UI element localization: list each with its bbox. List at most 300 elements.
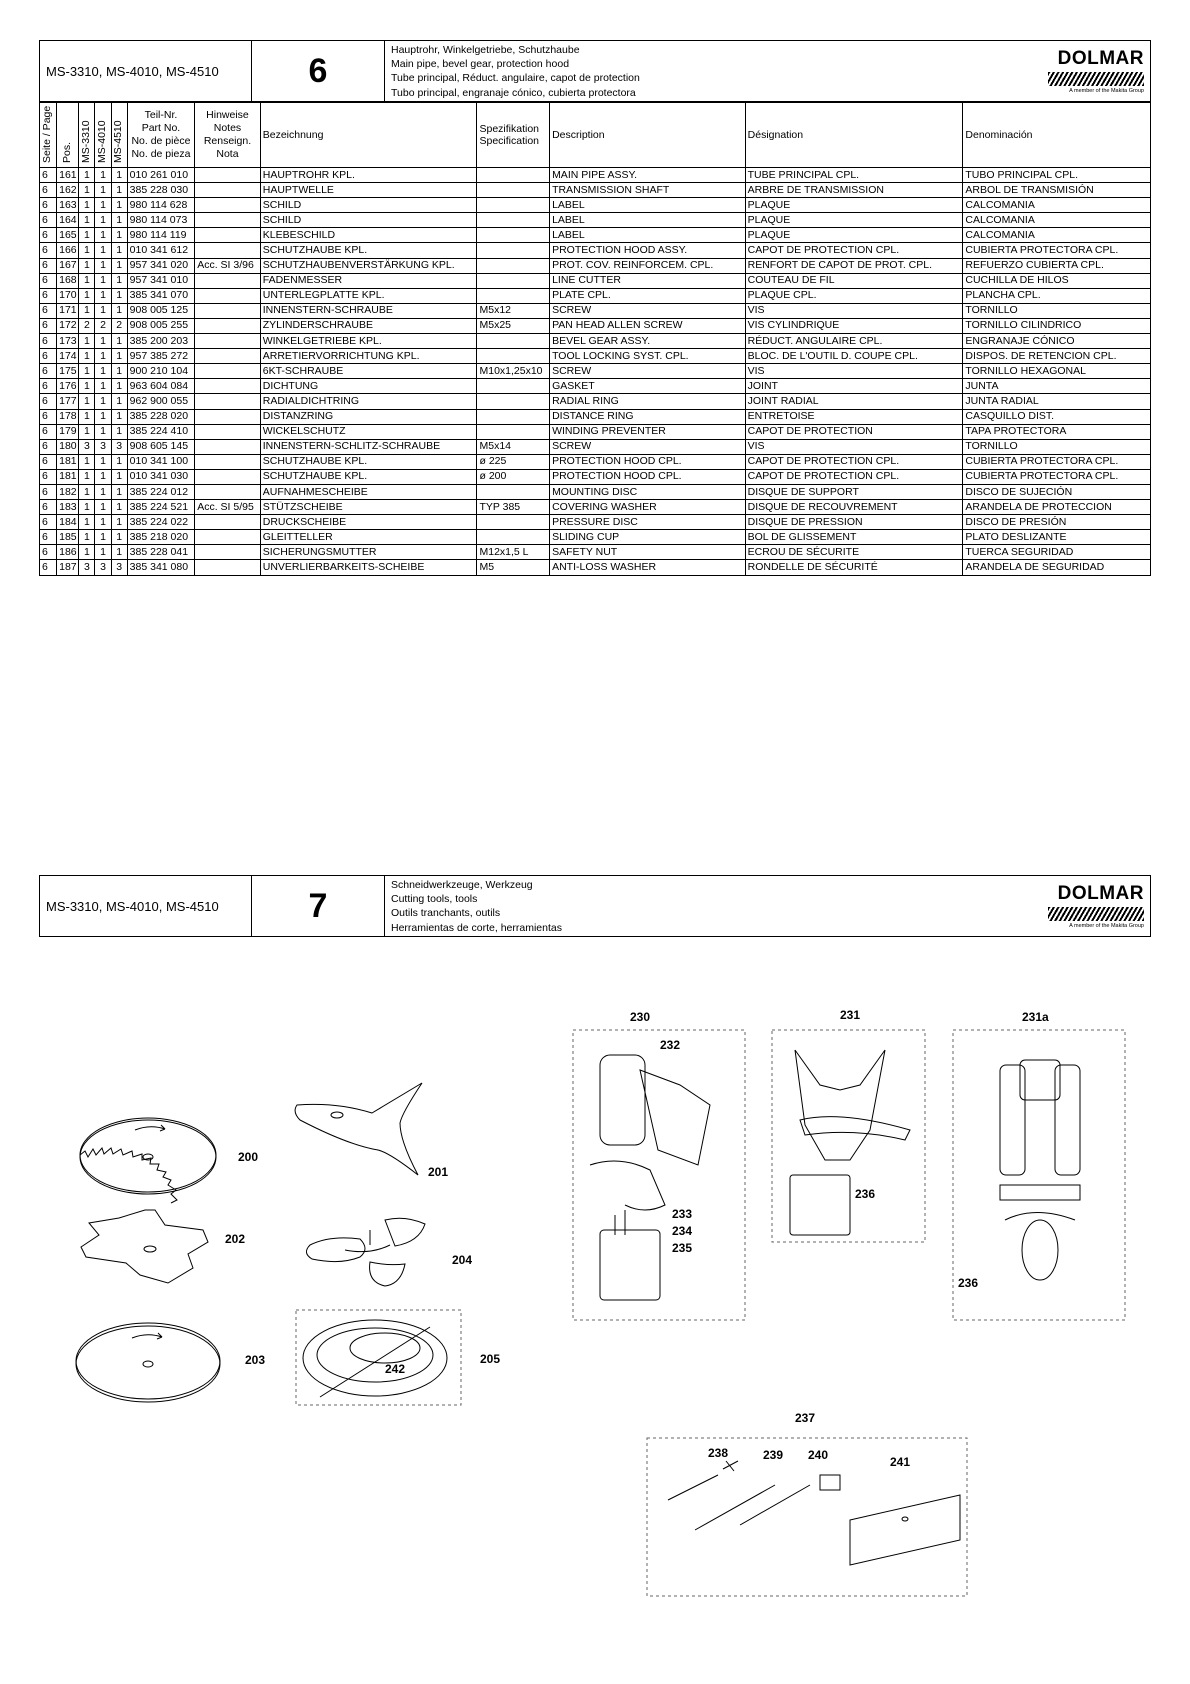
cell-ms3310-qty: 1 <box>79 545 95 560</box>
cell-page: 6 <box>40 349 57 364</box>
cell-notes <box>195 379 261 394</box>
four-tooth-blade-drawing <box>81 1210 208 1283</box>
cell-spec <box>477 258 550 273</box>
cell-ms4010-qty: 3 <box>95 439 111 454</box>
cell-part-no: 385 224 022 <box>127 515 195 530</box>
cell-ms3310-qty: 1 <box>79 379 95 394</box>
cell-ms4510-qty: 1 <box>111 349 127 364</box>
cell-denominacion: DISCO DE PRESIÓN <box>963 515 1151 530</box>
cell-denominacion: CASQUILLO DIST. <box>963 409 1151 424</box>
cell-page: 6 <box>40 394 57 409</box>
cell-ms4010-qty: 1 <box>95 409 111 424</box>
line-head-drawing <box>306 1218 425 1286</box>
cell-ms4510-qty: 1 <box>111 500 127 515</box>
cell-ms4510-qty: 2 <box>111 318 127 333</box>
cell-ms4510-qty: 1 <box>111 545 127 560</box>
callout-205: 205 <box>480 1352 501 1366</box>
cell-notes <box>195 273 261 288</box>
cell-spec <box>477 484 550 499</box>
cell-notes <box>195 424 261 439</box>
cell-page: 6 <box>40 288 57 303</box>
models-label: MS-3310, MS-4010, MS-4510 <box>40 41 252 101</box>
cell-designation: CAPOT DE PROTECTION <box>745 424 963 439</box>
cell-part-no: 980 114 119 <box>127 228 195 243</box>
cell-ms3310-qty: 1 <box>79 364 95 379</box>
table-body <box>40 168 1151 576</box>
cell-designation: VIS CYLINDRIQUE <box>745 318 963 333</box>
cell-denominacion: ARANDELA DE PROTECCION <box>963 500 1151 515</box>
models-label: MS-3310, MS-4010, MS-4510 <box>40 876 252 936</box>
cell-pos: 180 <box>57 439 79 454</box>
cell-pos: 186 <box>57 545 79 560</box>
cell-pos: 181 <box>57 469 79 484</box>
callout-236: 236 <box>855 1187 876 1201</box>
cell-page: 6 <box>40 530 57 545</box>
tool-kit-drawing <box>668 1461 960 1565</box>
cell-part-no: 385 341 080 <box>127 560 195 575</box>
cell-page: 6 <box>40 500 57 515</box>
cell-denominacion: TUERCA SEGURIDAD <box>963 545 1151 560</box>
cell-ms4510-qty: 1 <box>111 183 127 198</box>
cell-ms4010-qty: 1 <box>95 198 111 213</box>
cell-page: 6 <box>40 515 57 530</box>
cell-spec <box>477 273 550 288</box>
cell-spec <box>477 334 550 349</box>
cell-pos: 162 <box>57 183 79 198</box>
table-row <box>40 545 1151 560</box>
callout-240: 240 <box>808 1448 829 1462</box>
table-row <box>40 439 1151 454</box>
cell-part-no: 385 224 521 <box>127 500 195 515</box>
cell-spec <box>477 379 550 394</box>
cell-denominacion: ENGRANAJE CÓNICO <box>963 334 1151 349</box>
cell-ms4010-qty: 1 <box>95 243 111 258</box>
cell-ms4010-qty: 1 <box>95 364 111 379</box>
cell-description: COVERING WASHER <box>550 500 746 515</box>
cell-pos: 161 <box>57 168 79 183</box>
cell-notes <box>195 515 261 530</box>
cell-ms4510-qty: 3 <box>111 560 127 575</box>
table-row <box>40 560 1151 575</box>
cell-pos: 164 <box>57 213 79 228</box>
cell-spec: M5x12 <box>477 303 550 318</box>
cell-page: 6 <box>40 243 57 258</box>
cell-designation: JOINT <box>745 379 963 394</box>
cell-designation: RÉDUCT. ANGULAIRE CPL. <box>745 334 963 349</box>
table-row <box>40 213 1151 228</box>
cell-ms4010-qty: 1 <box>95 258 111 273</box>
cell-notes <box>195 198 261 213</box>
cell-denominacion: REFUERZO CUBIERTA CPL. <box>963 258 1151 273</box>
cell-spec <box>477 394 550 409</box>
cell-designation: COUTEAU DE FIL <box>745 273 963 288</box>
cell-page: 6 <box>40 228 57 243</box>
cell-denominacion: CUCHILLA DE HILOS <box>963 273 1151 288</box>
cell-bezeichnung: DRUCKSCHEIBE <box>260 515 477 530</box>
table-row <box>40 364 1151 379</box>
table-row <box>40 409 1151 424</box>
cell-denominacion: CUBIERTA PROTECTORA CPL. <box>963 469 1151 484</box>
cell-ms4510-qty: 1 <box>111 409 127 424</box>
cell-ms4510-qty: 1 <box>111 424 127 439</box>
header-denominacion: Denominación <box>963 103 1151 168</box>
cell-notes <box>195 439 261 454</box>
cell-designation: PLAQUE <box>745 228 963 243</box>
cell-bezeichnung: GLEITTELLER <box>260 530 477 545</box>
cell-denominacion: ARBOL DE TRANSMISIÓN <box>963 183 1151 198</box>
callout-237: 237 <box>795 1411 816 1425</box>
cell-bezeichnung: SCHILD <box>260 198 477 213</box>
cell-pos: 181 <box>57 454 79 469</box>
dolmar-logo <box>1032 876 1150 936</box>
cell-pos: 167 <box>57 258 79 273</box>
callout-231: 231 <box>840 1008 861 1022</box>
brand-note: A member of the Makita Group <box>1069 88 1144 94</box>
cell-ms3310-qty: 1 <box>79 168 95 183</box>
cell-ms3310-qty: 1 <box>79 303 95 318</box>
cell-bezeichnung: UNTERLEGPLATTE KPL. <box>260 288 477 303</box>
cell-description: DISTANCE RING <box>550 409 746 424</box>
cell-page: 6 <box>40 183 57 198</box>
cell-ms4510-qty: 1 <box>111 168 127 183</box>
cell-bezeichnung: SCHUTZHAUBE KPL. <box>260 454 477 469</box>
cell-ms4510-qty: 1 <box>111 379 127 394</box>
cell-bezeichnung: KLEBESCHILD <box>260 228 477 243</box>
cell-pos: 184 <box>57 515 79 530</box>
title-en: Main pipe, bevel gear, protection hood <box>391 58 570 71</box>
cell-ms4010-qty: 1 <box>95 213 111 228</box>
cell-description: GASKET <box>550 379 746 394</box>
cell-ms4010-qty: 1 <box>95 515 111 530</box>
cell-notes <box>195 168 261 183</box>
cell-notes <box>195 394 261 409</box>
header-ms4510: MS-4510 <box>111 103 127 168</box>
title-es: Herramientas de corte, herramientas <box>391 921 562 934</box>
callout-231a: 231a <box>1022 1010 1049 1024</box>
cell-pos: 187 <box>57 560 79 575</box>
table-row <box>40 288 1151 303</box>
callout-201: 201 <box>428 1165 449 1179</box>
cell-page: 6 <box>40 303 57 318</box>
cell-pos: 179 <box>57 424 79 439</box>
cell-pos: 166 <box>57 243 79 258</box>
cell-denominacion: TUBO PRINCIPAL CPL. <box>963 168 1151 183</box>
cell-ms3310-qty: 1 <box>79 530 95 545</box>
title-es: Tubo principal, engranaje cónico, cubierta protectora <box>391 86 636 99</box>
cell-bezeichnung: WINKELGETRIEBE KPL. <box>260 334 477 349</box>
cell-ms4510-qty: 1 <box>111 530 127 545</box>
cell-spec <box>477 515 550 530</box>
cell-part-no: 385 224 410 <box>127 424 195 439</box>
cell-ms4510-qty: 1 <box>111 273 127 288</box>
cell-page: 6 <box>40 484 57 499</box>
section-titles <box>385 41 1032 101</box>
cell-part-no: 980 114 073 <box>127 213 195 228</box>
cell-spec <box>477 168 550 183</box>
callout-233: 233 <box>672 1207 693 1221</box>
cell-bezeichnung: RADIALDICHTRING <box>260 394 477 409</box>
cell-page: 6 <box>40 439 57 454</box>
cell-spec <box>477 213 550 228</box>
table-row <box>40 183 1151 198</box>
table-row <box>40 258 1151 273</box>
callout-235: 235 <box>672 1241 693 1255</box>
cell-notes <box>195 454 261 469</box>
callout-234: 234 <box>672 1224 693 1238</box>
table-row <box>40 273 1151 288</box>
section-7-header <box>39 875 1151 937</box>
cell-notes: Acc. SI 3/96 <box>195 258 261 273</box>
cell-ms4010-qty: 1 <box>95 530 111 545</box>
section-titles <box>385 876 1032 936</box>
cell-ms4510-qty: 1 <box>111 243 127 258</box>
section-number: 6 <box>252 41 385 101</box>
cell-ms3310-qty: 1 <box>79 500 95 515</box>
cell-description: SCREW <box>550 303 746 318</box>
cell-ms4510-qty: 1 <box>111 515 127 530</box>
callout-239: 239 <box>763 1448 784 1462</box>
harness-231a-drawing <box>1000 1060 1080 1280</box>
cell-designation: JOINT RADIAL <box>745 394 963 409</box>
cell-ms4510-qty: 3 <box>111 439 127 454</box>
cell-description: MOUNTING DISC <box>550 484 746 499</box>
callout-238: 238 <box>708 1446 729 1460</box>
cell-ms4510-qty: 1 <box>111 484 127 499</box>
cell-ms3310-qty: 1 <box>79 394 95 409</box>
cell-designation: CAPOT DE PROTECTION CPL. <box>745 454 963 469</box>
cell-ms3310-qty: 1 <box>79 258 95 273</box>
callout-230: 230 <box>630 1010 651 1024</box>
table-row <box>40 469 1151 484</box>
cell-pos: 175 <box>57 364 79 379</box>
cell-part-no: 963 604 084 <box>127 379 195 394</box>
cell-page: 6 <box>40 424 57 439</box>
cell-spec <box>477 349 550 364</box>
header-description: Description <box>550 103 746 168</box>
cell-designation: ECROU DE SÉCURITE <box>745 545 963 560</box>
cell-pos: 174 <box>57 349 79 364</box>
cell-bezeichnung: HAUPTROHR KPL. <box>260 168 477 183</box>
cell-ms4010-qty: 1 <box>95 303 111 318</box>
cell-part-no: 385 341 070 <box>127 288 195 303</box>
cell-description: PROTECTION HOOD CPL. <box>550 454 746 469</box>
cell-bezeichnung: INNENSTERN-SCHLITZ-SCHRAUBE <box>260 439 477 454</box>
cell-spec: M5x14 <box>477 439 550 454</box>
cell-bezeichnung: INNENSTERN-SCHRAUBE <box>260 303 477 318</box>
callout-232: 232 <box>660 1038 681 1052</box>
cell-notes <box>195 288 261 303</box>
disc-blade-drawing <box>76 1323 220 1402</box>
cell-description: PRESSURE DISC <box>550 515 746 530</box>
cell-ms4010-qty: 1 <box>95 334 111 349</box>
cell-spec <box>477 243 550 258</box>
cell-designation: BLOC. DE L'OUTIL D. COUPE CPL. <box>745 349 963 364</box>
cell-part-no: 385 218 020 <box>127 530 195 545</box>
cell-ms3310-qty: 1 <box>79 228 95 243</box>
cell-bezeichnung: AUFNAHMESCHEIBE <box>260 484 477 499</box>
cell-pos: 185 <box>57 530 79 545</box>
cell-bezeichnung: SCHUTZHAUBENVERSTÄRKUNG KPL. <box>260 258 477 273</box>
cell-ms3310-qty: 1 <box>79 484 95 499</box>
table-row <box>40 168 1151 183</box>
cell-ms3310-qty: 1 <box>79 198 95 213</box>
cell-notes: Acc. SI 5/95 <box>195 500 261 515</box>
cell-denominacion: CALCOMANIA <box>963 228 1151 243</box>
cell-pos: 183 <box>57 500 79 515</box>
cell-designation: ENTRETOISE <box>745 409 963 424</box>
cell-pos: 170 <box>57 288 79 303</box>
table-row <box>40 515 1151 530</box>
cell-notes <box>195 318 261 333</box>
cell-denominacion: TAPA PROTECTORA <box>963 424 1151 439</box>
cell-bezeichnung: SCHUTZHAUBE KPL. <box>260 243 477 258</box>
callout-241: 241 <box>890 1455 911 1469</box>
cell-description: RADIAL RING <box>550 394 746 409</box>
cell-part-no: 908 005 125 <box>127 303 195 318</box>
cell-ms4510-qty: 1 <box>111 469 127 484</box>
cell-denominacion: DISCO DE SUJECIÓN <box>963 484 1151 499</box>
title-de: Schneidwerkzeuge, Werkzeug <box>391 879 533 891</box>
cell-spec: TYP 385 <box>477 500 550 515</box>
cell-notes <box>195 334 261 349</box>
cell-spec: ø 200 <box>477 469 550 484</box>
harness-231-drawing <box>790 1050 910 1235</box>
cell-designation: PLAQUE <box>745 198 963 213</box>
cell-part-no: 385 228 041 <box>127 545 195 560</box>
cell-bezeichnung: ZYLINDERSCHRAUBE <box>260 318 477 333</box>
cell-ms4010-qty: 1 <box>95 484 111 499</box>
cell-spec: ø 225 <box>477 454 550 469</box>
protection-hood-drawing <box>303 1320 447 1397</box>
cell-ms4010-qty: 1 <box>95 424 111 439</box>
parts-table <box>39 102 1151 576</box>
cell-spec: M12x1,5 L <box>477 545 550 560</box>
cell-denominacion: PLANCHA CPL. <box>963 288 1151 303</box>
cell-bezeichnung: SICHERUNGSMUTTER <box>260 545 477 560</box>
cell-ms3310-qty: 1 <box>79 515 95 530</box>
brand-name: DOLMAR <box>1057 883 1144 904</box>
cell-description: LABEL <box>550 213 746 228</box>
table-row <box>40 318 1151 333</box>
cell-notes <box>195 349 261 364</box>
cell-designation: RONDELLE DE SÉCURITÉ <box>745 560 963 575</box>
cell-ms4510-qty: 1 <box>111 364 127 379</box>
table-row <box>40 243 1151 258</box>
cell-designation: PLAQUE <box>745 213 963 228</box>
cell-ms4010-qty: 1 <box>95 168 111 183</box>
cell-ms3310-qty: 1 <box>79 349 95 364</box>
cell-pos: 165 <box>57 228 79 243</box>
cell-notes <box>195 560 261 575</box>
cell-designation: TUBE PRINCIPAL CPL. <box>745 168 963 183</box>
cell-page: 6 <box>40 258 57 273</box>
cell-ms4510-qty: 1 <box>111 394 127 409</box>
parts-illustration <box>0 950 1190 1610</box>
cell-ms3310-qty: 1 <box>79 273 95 288</box>
table-row <box>40 454 1151 469</box>
cell-pos: 168 <box>57 273 79 288</box>
cell-bezeichnung: WICKELSCHUTZ <box>260 424 477 439</box>
cell-designation: VIS <box>745 303 963 318</box>
cell-designation: VIS <box>745 439 963 454</box>
cell-ms4510-qty: 1 <box>111 454 127 469</box>
cell-spec <box>477 530 550 545</box>
cell-page: 6 <box>40 168 57 183</box>
callout-236: 236 <box>958 1276 979 1290</box>
cell-page: 6 <box>40 409 57 424</box>
cell-page: 6 <box>40 379 57 394</box>
cell-ms3310-qty: 1 <box>79 424 95 439</box>
cell-bezeichnung: SCHILD <box>260 213 477 228</box>
cell-notes <box>195 484 261 499</box>
cell-designation: DISQUE DE RECOUVREMENT <box>745 500 963 515</box>
saw-blade-drawing <box>80 1118 216 1203</box>
table-row <box>40 500 1151 515</box>
table-header-row <box>40 103 1151 168</box>
table-row <box>40 530 1151 545</box>
table-row <box>40 394 1151 409</box>
cell-ms4010-qty: 1 <box>95 228 111 243</box>
cell-notes <box>195 545 261 560</box>
cell-pos: 182 <box>57 484 79 499</box>
cell-description: WINDING PREVENTER <box>550 424 746 439</box>
title-de: Hauptrohr, Winkelgetriebe, Schutzhaube <box>391 44 580 56</box>
cell-spec <box>477 198 550 213</box>
cell-notes <box>195 213 261 228</box>
cell-page: 6 <box>40 334 57 349</box>
cell-ms4510-qty: 1 <box>111 258 127 273</box>
cell-description: PROT. COV. REINFORCEM. CPL. <box>550 258 746 273</box>
cell-part-no: 957 341 010 <box>127 273 195 288</box>
cell-notes <box>195 530 261 545</box>
cell-designation: CAPOT DE PROTECTION CPL. <box>745 243 963 258</box>
cell-spec <box>477 424 550 439</box>
cell-part-no: 010 341 612 <box>127 243 195 258</box>
header-ms4010: MS-4010 <box>95 103 111 168</box>
cell-notes <box>195 228 261 243</box>
cell-ms4010-qty: 1 <box>95 183 111 198</box>
header-part-no: Teil-Nr. Part No. No. de pièce No. de pieza <box>127 103 195 168</box>
cell-denominacion: CUBIERTA PROTECTORA CPL. <box>963 243 1151 258</box>
cell-spec: M5 <box>477 560 550 575</box>
cell-designation: PLAQUE CPL. <box>745 288 963 303</box>
cell-description: LINE CUTTER <box>550 273 746 288</box>
cell-denominacion: TORNILLO <box>963 439 1151 454</box>
cell-pos: 171 <box>57 303 79 318</box>
header-designation: Désignation <box>745 103 963 168</box>
cell-bezeichnung: STÜTZSCHEIBE <box>260 500 477 515</box>
header-ms3310: MS-3310 <box>79 103 95 168</box>
title-en: Cutting tools, tools <box>391 893 478 906</box>
cell-part-no: 385 200 203 <box>127 334 195 349</box>
cell-description: SCREW <box>550 439 746 454</box>
cell-part-no: 957 341 020 <box>127 258 195 273</box>
cell-description: BEVEL GEAR ASSY. <box>550 334 746 349</box>
cell-page: 6 <box>40 198 57 213</box>
cell-description: PROTECTION HOOD ASSY. <box>550 243 746 258</box>
cell-description: LABEL <box>550 228 746 243</box>
cell-ms4010-qty: 3 <box>95 560 111 575</box>
cell-ms4010-qty: 2 <box>95 318 111 333</box>
cell-page: 6 <box>40 560 57 575</box>
cell-page: 6 <box>40 364 57 379</box>
cell-ms3310-qty: 1 <box>79 243 95 258</box>
brand-name: DOLMAR <box>1057 48 1144 69</box>
table-row <box>40 198 1151 213</box>
cell-designation: DISQUE DE PRESSION <box>745 515 963 530</box>
cell-denominacion: TORNILLO CILINDRICO <box>963 318 1151 333</box>
cell-part-no: 010 341 030 <box>127 469 195 484</box>
